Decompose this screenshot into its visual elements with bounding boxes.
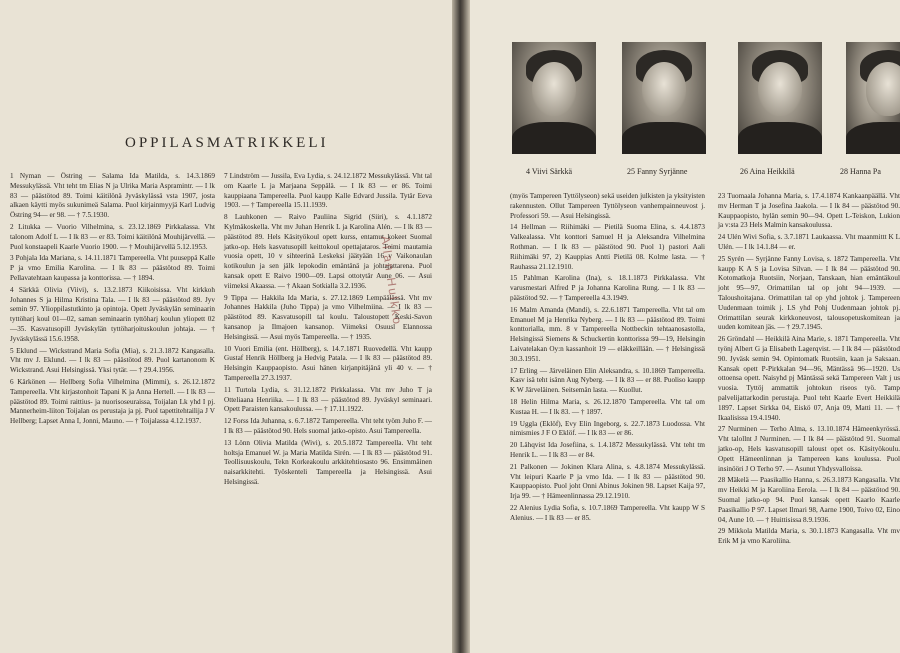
photo-caption: 28 Hanna Pa	[840, 167, 881, 176]
book-gutter	[452, 0, 470, 653]
portrait-face	[758, 62, 802, 116]
entry: (myös Tampereen Tyttölyseon) sekä useiden julkisten ja yksityisten rakennusten. Ollut Tampereen Tyttölyseon vanhempainneuvost j. Professori 59. — Asui Helsingissä.	[510, 192, 705, 220]
portrait-photo	[846, 42, 900, 154]
portrait-body	[738, 122, 822, 154]
portrait-photo	[738, 42, 822, 154]
portrait-face	[532, 62, 576, 116]
entry: 9 Tippa — Hakkila Ida Maria, s. 27.12.1869 Lempäälässä. Vht mv Johannes Hakkila (Juho Tippa) ja vmo Vilhelmiina. — I lk 83 — päästötod 89. Kasvatusopill tal koulu. Taloustopett Keski-Savon kansanop ja Ilmajoen kansanop. Viimeksi Osuusl Elannossa Helsingissä. — Asui myös Tampereella. — † 1935.	[224, 293, 432, 341]
portrait-face	[866, 62, 900, 116]
entry: 6 Kärkönen — Hellberg Sofia Vilhelmina (Mimmi), s. 26.12.1872 Tampereella. Vht kirjastonhoit Tapani K ja Anna Hertell. — I lk 83 — päästötod 89. Toimi raittius- ja nuorisoseuraissa, Toijalan Lk yhd I pj. Mannerheim-liiton Toijalan os perustaja ja pj. Puol tapettitehtailija J V Hellberg; Lapset Anna I, Jonni, Mauno. — † Toijalassa 4.12.1937.	[10, 377, 215, 426]
portrait-body	[622, 122, 706, 154]
page-title: OPPILASMATRIKKELI	[125, 135, 329, 151]
entry: 19 Ugglа (Eklöf), Evy Elin Ingeborg, s. 22.7.1873 Luodossa. Vht nimismies J F O Eklöf. — I lk 83 — er 86.	[510, 419, 705, 438]
entry: 5 Eklund — Wickstrand Maria Sofia (Mia), s. 21.3.1872 Kangasalla. Vht mv J. Eklund. — I lk 83 — päästötod 89. Puol kartanonom K Wickstrand. Asui Helsingissä. Yksi tytär. — † 29.4.1956.	[10, 346, 215, 375]
matrikkeli-column-2	[224, 172, 432, 490]
matrikkeli-column-1	[10, 172, 215, 429]
entry: 17 Erling — Järveläinen Elin Aleksandra, s. 10.1869 Tampereella. Kasv isä teht isänn Aug Nyberg. — I lk 83 — er 88. Puoliso kaupp K W Järveläinen. Seitsemän lasta. — Kuollut.	[510, 366, 705, 395]
portrait-body	[846, 122, 900, 154]
entry: 4 Särkkä Olivia (Viivi), s. 13.2.1873 Kiikoisissa. Vht kirkkoh Johannes S ja Hilma Kristina Tala. — I lk 83 — päästötod 89. Jyv semin 97. Ylioppilastutkinto ja opintoja. Opett Jyväskylän seminaarin tyttöharj koul 01—02, saman seminaarin tyttöharj koulun yliopett 02—35. Kasvatusopill Jyväskylän tyttöharjoituskoulun johtaja. — † Jyväskylässä 15.6.1958.	[10, 285, 215, 343]
entry: 1 Nyman — Östring — Salama Ida Matilda, s. 14.3.1869 Messukylässä. Vht teht tm Elias N ja Ulrika Maria Aspramintr. — I lk 83 — päästötod 89. Toimi käitilönä Jyväskylässä vsta 1907, josta alkaen käytti myös sukunimeä Salama. Puol kirjainmyyjä Karl Ludvig Östring 94— er 98. — † 7.5.1930.	[10, 172, 215, 220]
entry: 20 Lähqvist Ida Josefiina, s. 1.4.1872 Messukylässä. Vht teht tm Henrik L. — I lk 83 — er 84.	[510, 441, 705, 459]
entry: 16 Malm Amanda (Mandi), s. 22.6.1871 Tampereella. Vht tal om Emanuel M ja Henrika Nyberg. — I lk 83 — päästötod 89. Toimi konttorialla, mm. 8 v Tampereella Nottbeckin tehtaanosastolla, Helsingissä Siemens & Schuckertin konttorissa 99—19, Helsingin Laivatelakan Oy:n kassanhoit 19 — eläkkeillään. — † Helsingissä 30.3.1951.	[510, 305, 705, 363]
entry: 29 Mikkola Matilda Maria, s. 30.1.1873 Kangasalla. Vht mv Erik M ja vmo Karoliina.	[718, 527, 900, 546]
entry: 3 Pohjala Ida Mariana, s. 14.11.1871 Tampereella. Vht puuseppä Kalle P ja vmo Emilia Karolina. — I lk 83 — päästötod 89. Toimi Pellavatehtaan kaupassa ja konttorissa. — † 1894.	[10, 254, 215, 282]
photo-caption: 4 Viivi Särkkä	[526, 167, 573, 176]
portrait-photo	[512, 42, 596, 154]
entry: 18 Helin Hilma Maria, s. 26.12.1870 Tampereella. Vht tal om Kustaa H. — I lk 83. — † 1897.	[510, 397, 705, 416]
entry: 13 Lönn Olivia Matilda (Wivi), s. 20.5.1872 Tampereella. Vht teht holtsja Emanuel W. ja Maria Matilda Sirén. — I lk 83 — päästötod 91. Teollisuuskoulu, Tekn Korkeakoulu arkkitehtiosasto 96. Ensimmäinen naisarkkitehti. Työskenteli Tampereella ja Helsingissä. Asui Helsingissä.	[224, 438, 432, 486]
entry: 24 Ulén Wivi Sofia, s. 3.7.1871 Laukaassa. Vht maanmittt K L Ulén. — I lk 14.1.84 — er.	[718, 233, 900, 251]
signature-watermark: Allan Hulkko	[378, 235, 405, 327]
portrait-body	[512, 122, 596, 154]
entry: 28 Mäkelä — Paasikallio Hanna, s. 26.3.1873 Kangasalla. Vht mv Heikki M ja Karoliina Eerola. — I lk 84 — päästötod 90. Suomal jatko-op 94. Puol kansak opett Kaarlo Kaarle Paasikallio P 97. Lapset Ilmari 98, Aarne 1900, Toivo 02, Eino 04, Aune 10. — † Huittisissa 8.9.1936.	[718, 476, 900, 524]
entry: 22 Alenius Lydia Sofia, s. 10.7.1869 Tampereella. Vht kaupp W S Alenius. — I lk 83 — er 85.	[510, 503, 705, 522]
portrait-face	[642, 62, 686, 116]
matrikkeli-column-4	[718, 192, 900, 549]
entry: 7 Lindström — Jussila, Eva Lydia, s. 24.12.1872 Messukylässä. Vht tal om Kaarle L ja Marjaana Seppälä. — I lk 83 — er 86. Toimi kauppiaana Tampereella. Puol kaupp Kalle Edvard Jussila. Tytär Eeva 1903. — † Tampereella 15.11.1939.	[224, 172, 432, 210]
entry: 2 Litukka — Vuorio Vilhelmina, s. 23.12.1869 Pirkkalassa. Vht talonom Adolf L — I lk 83 — er 83. Toimi käitilönä Mouhijärvellä. — Puol konstaapeli Kaarle Vuorio 1900. — † Mouhijärvellä 5.12.1953.	[10, 222, 215, 251]
entry: 12 Forss Ida Juhanna, s. 6.7.1872 Tampereella. Vht teht työm Juho F. — I lk 83 — päästötod 90. Hels suomal jatko-opisto. Asui Tampereella.	[224, 417, 432, 435]
entry: 26 Gröndahl — Heikkilä Aina Marie, s. 1871 Tampereella. Vht työnj Albert G ja Elisabeth Lagerqvist. — I lk 84 — päästötod 90. Jyväsk semin 94. Opintomatk Ruotsiin, kaan ja Saksaan. Kansak opett P-Pirkkalan 94—96, Mäntässä 96—1920. Us ottoensa opett. Naisyhd pj Mäntässä sekä Tampereen Valt j us vuosia. Tyttöj ammattik johtokun riseos työ. Tamp palvelijattarkodin perustaja. Puol teht Kaarle Evert Heikkilä 1897. Lapset Sirkka 04, Eiskö 07, Anja 09, Matti 11. — † Ikaalisissa 19.4.1940.	[718, 335, 900, 422]
entry: 21 Palkonen — Jokinen Klara Alina, s. 4.8.1874 Messukylässä. Vht leipuri Kaarle P ja vmo Ida. — I lk 83 — päästötod 90. Kauppaopisto. Puol joht Onni Abinus Jokinen 98. Lapset Kaija 97, Irja 99. — † Hämeenlinnassa 29.12.1910.	[510, 462, 705, 501]
photo-caption: 25 Fanny Syrjänne	[627, 167, 688, 176]
entry: 27 Nurminen — Terho Alma, s. 13.10.1874 Hämeenkyrössä. Vht talollnt J Nurminen. — I lk 84 — päästötod 91. Suomal jatko-op, Hels kasvatusopill taloust opet os. Käsityökoulu. Opett Hämeenlinnan ja Tampereen kans koulussa. Puol insinööri J O Terho 97. — Asunut Yhdysvalloissa.	[718, 425, 900, 473]
entry: 23 Tuomaala Johanna Maria, s. 17.4.1874 Kankaanpäällä. Vht mv Herman T ja Josefina Jaakola. — I lk 84 — päästötod 90. Kauppaopisto, hylän semin 90—94. Opett L-Teiskon, Lukion ja v:sta 23 Hels Malmin kansakoulussa.	[718, 192, 900, 230]
photo-caption: 26 Aina Heikkilä	[740, 167, 795, 176]
entry: 8 Lauhkonen — Raivo Pauliina Sigrid (Siiri), s. 4.1.1872 Kylmäkoskella. Vht mv Juhan Henrik L ja Karolina Alén. — I lk 83 — päästötod 89. Hels Käsityökoul opett kurss, entamut kokeet Suomal jatko-op. Hels kasvatusopill keittokoul opettajataros. Toimi mautamia vuosia opett, 10 v sihteerinä Leskeksi jäätyään 16 v Vaikonaulan kotikoulun ja sen jälk lepokodin emäntänä ja johtajattarena. Puol kansak opett E Raivo 1900—09. Lapsi ottotytär Aune 06. — Asui viimeksi Akaassa. — † Akaan Sotkialla 3.2.1936.	[224, 213, 432, 290]
entry: 14 Hellman — Riihimäki — Pietilä Suoma Elina, s. 4.4.1873 Valkealassa. Vht konttori Samuel H ja Aleksandra Vilhelmina Rothman. — I lk 83 — päästötod 90. Puol 1) pastori Aali Riihimäki 97, 2) Kauppias Antti Pietilä 08. Kolme lasta. — † Rauhassa 21.12.1910.	[510, 223, 705, 271]
entry: 25 Syrén — Syrjänne Fanny Lovisa, s. 1872 Tampereella. Vht kaupp K A S ja Lovisa Silvan. — I lk 84 — päästötod 90. Kotomatkoja Ruotsiin, Norjaan, Tanskaan, hian emäntäkoul joht 95—97, Orimattilan tal op joht 94—1939. — Taloushoitajana. Orimattilan tal op yhd johtok j. Tampereen Uudenmaan toimik j. LS yhd Pohj Uudenmaan johtok pj. Orimattilan seurak kirkkoneuvost, talousopetuskomitean ja uuden komitean jäs. — † 29.7.1945.	[718, 254, 900, 332]
entry: 15 Pahlman Karolina (Ina), s. 18.1.1873 Pirkkalassa. Vht varusmestari Alfred P ja Johanna Karolina Rung. — I lk 83 — päästötod 92. — † Tampereella 4.3.1949.	[510, 274, 705, 302]
entry: 11 Turtola Lydia, s. 31.12.1872 Pirkkalassa. Vht mv Juho T ja Otteliaana Henriika. — I lk 83 — päästötod 89. Jyväskyl seminaari. Opett Paraisten kansakoulussa. — † 17.11.1922.	[224, 385, 432, 414]
matrikkeli-column-3	[510, 192, 705, 526]
portrait-photo	[622, 42, 706, 154]
entry: 10 Vuori Emilia (ent. Höllberg), s. 14.7.1871 Ruovedellä. Vht kaupp Gustaf Henrik Höllberg ja Hedvig Patala. — I lk 83 — päästötod 89. Helsingin Kauppaopisto. Asui hänen kirjanpitäjänä yli 40 v. — † Tampereella 27.3.1937.	[224, 344, 432, 382]
right-page	[470, 0, 900, 653]
